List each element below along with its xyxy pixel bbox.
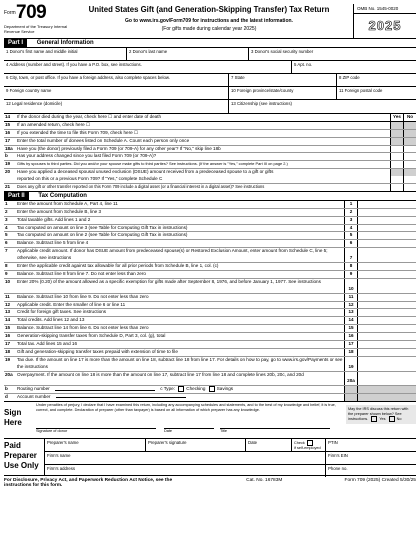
question-row (4, 161, 416, 169)
tax-line-box-number: 2 (344, 209, 357, 216)
no-box[interactable] (403, 153, 416, 160)
tax-line-amount-field[interactable] (357, 209, 416, 216)
perjury-statement: Under penalties of perjury, I declare that I have examined this return, including any accompanying schedules and statements, and to the best of my knowledge and belief, it is true, correct, and complete. Declaration of preparer (other than taxpayer) is based on all information of which preparer has any knowledge. (36, 403, 336, 412)
yes-box (390, 169, 403, 176)
tax-line-row (4, 309, 416, 317)
account-number-label: Account number (17, 394, 51, 400)
self-employed-check[interactable] (291, 439, 325, 451)
part1-label: Part I (4, 39, 27, 47)
tax-line-text: Applicable credit. Enter the smaller of line 6 or line 11 (17, 301, 126, 307)
phone-field[interactable]: Phone no. (325, 465, 416, 477)
preparer-date-field[interactable]: Date (245, 439, 291, 451)
yes-box[interactable] (390, 176, 403, 183)
tax-line-box-number: 7 (344, 248, 357, 262)
omb-number: OMB No. 1545-0020 (354, 4, 416, 14)
tax-line-number: 7 (5, 248, 8, 254)
question-number (4, 176, 17, 183)
preparer-row (45, 439, 416, 452)
question-text[interactable]: If an amended return, check here ☐ (17, 121, 91, 127)
question-number: 16 (5, 129, 11, 135)
tax-line-text: Balance. Subtract line 5 from line 4 (17, 240, 89, 246)
question-text[interactable]: If the donor died during the year, check here ☐ and enter date of death (17, 114, 162, 119)
title-field[interactable] (220, 420, 330, 429)
tax-line-text: Gift and generation-skipping transfer taxes prepaid with extension of time to file (17, 348, 178, 354)
tax-line-number: 9 (5, 270, 8, 276)
tax-computation-lines (4, 201, 416, 386)
tax-line-amount-field[interactable] (357, 357, 416, 371)
no-box (403, 130, 416, 137)
routing-number-input[interactable] (55, 390, 155, 391)
tax-line-text: Total tax. Add lines 15 and 16 (17, 340, 78, 346)
yes-box (390, 130, 403, 137)
donor-first-name-field[interactable]: 1 Donor's first name and middle initial (6, 49, 78, 54)
question-number: 20 (5, 169, 11, 175)
tax-line-row (4, 201, 416, 209)
tax-line-amount-field[interactable] (357, 372, 416, 386)
no-box (403, 138, 416, 145)
question-row (4, 138, 416, 146)
tax-line-text: Tax computed on amount on line 2 (see Table for Computing Gift Tax in instructions) (17, 232, 188, 238)
signature-label: Signature of donor (36, 429, 68, 434)
tax-line-number: 3 (5, 216, 8, 222)
donor-signature-field[interactable] (36, 420, 156, 429)
part2-header (4, 192, 416, 201)
tax-line-text: Balance. Subtract line 8 from line 7. Do not enter less than zero (17, 270, 146, 276)
department-label: Department of the Treasury Internal Revenue Service (4, 24, 68, 34)
checking-label: Checking (186, 386, 206, 392)
question-text: Gifts by spouses to third parties. Did you and/or your spouse make gifts to third parties? See instructions. (If the answer is "Yes," complete Part III on page 2.) (17, 161, 288, 167)
question-row (4, 146, 416, 154)
preparer-fields (45, 439, 416, 475)
zip-field[interactable]: 8 ZIP code (336, 74, 416, 86)
yes-box (390, 122, 403, 129)
apt-field[interactable]: 5 Apt. no. (291, 61, 416, 73)
residence-row (4, 100, 416, 114)
tax-line-number: 2 (5, 208, 8, 214)
check-label: Check (294, 441, 305, 446)
tax-line-amount-field[interactable] (357, 232, 416, 239)
part1-header (4, 39, 416, 48)
tax-line-amount-field[interactable] (357, 317, 416, 324)
yes-box[interactable] (390, 161, 403, 168)
yes-column-header: Yes (390, 114, 403, 121)
firm-address-field[interactable]: Firm's address (47, 466, 76, 472)
account-amount (357, 394, 416, 401)
title-block (84, 5, 334, 32)
preparer-name-field[interactable]: Preparer's name (47, 440, 79, 446)
account-letter: d (5, 394, 8, 400)
address-row (4, 61, 416, 74)
tax-line-amount-field[interactable] (357, 333, 416, 340)
tax-line-number: 16 (5, 333, 11, 339)
tax-line-box-number: 17 (344, 341, 357, 348)
tax-line-text: Generation-skipping transfer taxes from Schedule D, Part 3, col. (g), total (17, 333, 166, 339)
question-number: 21 (5, 184, 11, 190)
question-number: b (5, 153, 8, 159)
account-row (4, 394, 416, 401)
firm-name-row (45, 452, 416, 465)
yes-box[interactable] (390, 146, 403, 153)
tax-line-number: 6 (5, 240, 8, 246)
tax-line-number: 15 (5, 325, 11, 331)
state-field[interactable]: 7 State (228, 74, 336, 86)
tax-line-row (4, 232, 416, 240)
tax-line-box-number: 9 (344, 271, 357, 278)
tax-line-row (4, 217, 416, 225)
sign-date-field[interactable] (164, 420, 214, 429)
tax-line-row (4, 317, 416, 325)
no-column-header: No (403, 114, 416, 121)
tax-line-number: 17 (5, 340, 11, 346)
tax-line-box-number: 15 (344, 325, 357, 332)
tax-line-box-number: 10 (344, 279, 357, 293)
tax-line-text: Balance. Subtract line 14 from line 6. Do not enter less than zero (17, 325, 149, 331)
tax-line-box-number: 6 (344, 240, 357, 247)
routing-row (4, 386, 416, 394)
tax-line-text: Credit for foreign gift taxes. See instructions (17, 309, 107, 315)
tax-line-number: 8 (5, 263, 8, 269)
tax-line-row (4, 333, 416, 341)
tax-line-number: 20a (5, 371, 13, 377)
city-row (4, 74, 416, 87)
question-row (4, 130, 416, 138)
tax-line-box-number: 11 (344, 294, 357, 301)
question-row (4, 169, 416, 176)
tax-line-number: 10 (5, 278, 11, 284)
foreign-province-field[interactable]: 10 Foreign province/state/county (228, 87, 336, 99)
tax-line-row (4, 248, 416, 263)
part2-title: Tax Computation (38, 192, 87, 199)
tax-line-number: 12 (5, 301, 11, 307)
tax-line-row (4, 349, 416, 357)
preparer-signature-field[interactable]: Preparer's signature (145, 439, 245, 451)
discuss-yes-label: Yes (379, 417, 386, 422)
tax-line-number: 19 (5, 356, 11, 362)
tax-line-amount-field[interactable] (357, 201, 416, 208)
question-text[interactable]: Enter the total number of donees listed on Schedule A. Count each person only once (17, 137, 190, 143)
question-number: 19 (5, 161, 11, 167)
tax-line-text: Balance. Subtract line 10 from line 9. Do not enter less than zero (17, 293, 149, 299)
tax-line-number: 5 (5, 232, 8, 238)
irs-discuss-box (346, 405, 416, 424)
account-label (17, 394, 344, 401)
routing-label (17, 386, 344, 393)
discuss-no-checkbox[interactable] (389, 416, 395, 422)
self-employed-label: if self-employed (294, 446, 321, 451)
irs-discuss-text: May the IRS discuss this return with the preparer shown below? See instructions. (348, 407, 409, 422)
tax-line-text: Overpayment. If the amount on line 18 is more than the amount on line 17, subtract line 17 from line 18 and complete lines 20b, 20c, and 20d (17, 371, 304, 377)
paid-preparer-label: Paid Preparer Use Only (4, 439, 45, 475)
checking-checkbox[interactable] (178, 386, 184, 392)
donor-last-name-field[interactable]: 2 Donor's last name (126, 48, 248, 60)
questions-section (4, 114, 416, 192)
question-number: 14 (5, 114, 11, 119)
tax-line-text: Total credits. Add lines 12 and 13 (17, 317, 85, 323)
tax-line-row (4, 302, 416, 310)
foreign-postal-field[interactable]: 11 Foreign postal code (336, 87, 416, 99)
question-text: Have you applied a deceased spousal unused exclusion (DSUE) amount received from a predeceased spouse to a gift or gifts (17, 169, 274, 175)
question-row (4, 153, 416, 161)
no-box[interactable] (403, 176, 416, 183)
tax-line-number: 1 (5, 200, 8, 206)
sign-area (34, 402, 416, 438)
question-text: reported on this or a previous Form 709? If "Yes," complete Schedule C (17, 176, 163, 182)
tax-line-row (4, 341, 416, 349)
citizenship-field[interactable]: 13 Citizenship (see instructions) (228, 100, 416, 113)
form-word: Form (4, 10, 16, 16)
tax-line-text: Tax due. If the amount on line 17 is more than the amount on line 18, subtract line 18 from line 17. For details on how to pay, go to www.irs.gov/Payments or see the instructions (17, 356, 343, 369)
tax-line-row (4, 225, 416, 233)
question-number: 15 (5, 121, 11, 127)
discuss-yes-checkbox[interactable] (371, 416, 377, 422)
tax-line-number: 14 (5, 317, 11, 323)
catalog-number: Cat. No. 16783M (246, 478, 283, 484)
tax-line-box-number: 5 (344, 232, 357, 239)
routing-number-label: Routing number (17, 386, 50, 392)
account-type-label: c Type: (160, 386, 175, 392)
sign-date-label: Date (164, 429, 173, 434)
legal-residence-field[interactable]: 12 Legal residence (domicile) (6, 101, 63, 106)
omb-block (353, 4, 416, 38)
sign-here-section (4, 401, 416, 438)
tax-line-row (4, 372, 416, 387)
question-row (4, 176, 416, 184)
question-text: Has your address changed since you last filed Form 709 (or 709-A)? (17, 153, 157, 159)
firm-ein-field[interactable]: Firm's EIN (325, 452, 416, 464)
form-709-page (4, 4, 416, 540)
tax-line-box-number: 19 (344, 357, 357, 371)
question-number: 17 (5, 137, 11, 143)
tax-line-row (4, 357, 416, 372)
part2-label: Part II (4, 192, 29, 200)
form-title: United States Gift (and Generation-Skipping Transfer) Tax Return (88, 5, 330, 14)
footer-form-id: Form 709 (2025) Created 5/30/25 (344, 478, 416, 484)
tax-line-amount-field[interactable] (357, 309, 416, 316)
savings-checkbox[interactable] (209, 386, 215, 392)
yes-box[interactable] (390, 153, 403, 160)
tax-line-text: Total taxable gifts. Add lines 1 and 2 (17, 216, 91, 222)
foreign-country-field[interactable]: 9 Foreign country name (6, 88, 52, 93)
account-line-number (344, 394, 357, 401)
question-text[interactable]: If you extended the time to file this Form 709, check here ☐ (17, 129, 139, 135)
form-subtitle: Go to www.irs.gov/Form709 for instructions and the latest information. (125, 18, 293, 24)
tax-line-amount-field[interactable] (357, 248, 416, 262)
tax-line-row (4, 325, 416, 333)
question-text: Have you (the donor) previously filed a Form 709 (or 709-A) for any other year? If "No," skip line 18b (17, 145, 221, 151)
part1-title: General Information (36, 40, 94, 46)
tax-line-box-number: 12 (344, 302, 357, 309)
tax-line-box-number: 20a (344, 372, 357, 386)
tax-line-text: Enter the amount from Schedule A, Part 4, line 11 (17, 200, 118, 206)
tax-line-number: 18 (5, 348, 11, 354)
footer-notice: For Disclosure, Privacy Act, and Paperwork Reduction Act Notice, see the instructions for this form. (4, 478, 173, 489)
tax-line-amount-field[interactable] (357, 325, 416, 332)
tax-line-amount-field[interactable] (357, 279, 416, 293)
tax-line-amount-field[interactable] (357, 240, 416, 247)
question-row (4, 114, 416, 122)
tax-line-text: Tax computed on amount on line 3 (see Table for Computing Gift Tax in instructions) (17, 224, 188, 230)
tax-line-row (4, 279, 416, 294)
tax-line-row (4, 209, 416, 217)
firm-address-row (45, 465, 416, 477)
tax-line-amount-field[interactable] (357, 302, 416, 309)
discuss-no-label: No (396, 417, 402, 422)
tax-line-row (4, 263, 416, 271)
tax-line-box-number: 13 (344, 309, 357, 316)
question-row (4, 184, 416, 192)
tax-line-box-number: 14 (344, 317, 357, 324)
tax-line-amount-field[interactable] (357, 225, 416, 232)
tax-line-box-number: 3 (344, 217, 357, 224)
tax-line-text: Enter the amount from Schedule B, line 3 (17, 208, 102, 214)
tax-line-box-number: 8 (344, 263, 357, 270)
tax-line-text: Enter 20% (0.20) of the amount allowed as a specific exemption for gifts made after September 8, 1976, and before January 1, 1977. See instructions (17, 278, 321, 284)
question-text: Does any gift or other transfer reported on this Form 709 include a digital asset (or a financial interest in a digital asset)? See instructions (17, 184, 265, 190)
no-box (403, 122, 416, 129)
tax-line-number: 4 (5, 224, 8, 230)
tax-line-row (4, 271, 416, 279)
tax-line-box-number: 16 (344, 333, 357, 340)
tax-line-amount-field[interactable] (357, 263, 416, 270)
donor-ssn-field[interactable]: 3 Donor's social security number (248, 48, 416, 60)
tax-line-amount-field[interactable] (357, 294, 416, 301)
question-number: 18a (5, 145, 13, 151)
ptin-field[interactable]: PTIN (325, 439, 416, 451)
yes-box[interactable] (390, 184, 403, 191)
tax-line-box-number: 18 (344, 349, 357, 356)
routing-amount (357, 386, 416, 393)
account-number-input[interactable] (56, 397, 186, 398)
city-field[interactable]: 6 City, town, or post office. If you have a foreign address, also complete spaces below. (6, 75, 170, 80)
no-box (403, 169, 416, 176)
tax-year: 2025 (368, 18, 402, 33)
routing-line-number (344, 386, 357, 393)
yes-box (390, 138, 403, 145)
form-header (4, 4, 416, 39)
tax-line-text: Enter the applicable credit against tax allowable for all prior periods from Schedule B, line 1, col. (c) (17, 263, 219, 269)
savings-label: Savings (216, 386, 234, 392)
title-label: Title (220, 429, 228, 434)
tax-line-box-number: 4 (344, 225, 357, 232)
no-box[interactable] (403, 161, 416, 168)
tax-line-row (4, 240, 416, 248)
address-field[interactable]: 4 Address (number and street). If you have a P.O. box, see instructions. (6, 62, 142, 67)
name-row (4, 48, 416, 61)
tax-line-amount-field[interactable] (357, 341, 416, 348)
firm-name-field[interactable]: Firm's name (47, 453, 71, 459)
tax-line-number: 13 (5, 309, 11, 315)
tax-line-box-number: 1 (344, 201, 357, 208)
tax-line-number: 11 (5, 293, 10, 299)
tax-line-amount-field[interactable] (357, 271, 416, 278)
question-row (4, 122, 416, 130)
paid-preparer-section (4, 438, 416, 475)
routing-letter: b (5, 386, 8, 392)
form-number: 709 (16, 2, 47, 23)
tax-line-row (4, 294, 416, 302)
tax-line-text: Applicable credit amount. If donor has DSUE amount from predeceased spouse(s) or Restored Exclusion Amount, enter amount from Schedule C, line 5; otherwise, see instructions (17, 248, 328, 261)
no-box[interactable] (403, 184, 416, 191)
form-subtitle-year: (For gifts made during calendar year 2025) (161, 26, 257, 32)
tax-line-amount-field[interactable] (357, 349, 416, 356)
sign-here-label: Sign Here (4, 408, 22, 428)
foreign-row (4, 87, 416, 100)
tax-line-amount-field[interactable] (357, 217, 416, 224)
no-box[interactable] (403, 146, 416, 153)
